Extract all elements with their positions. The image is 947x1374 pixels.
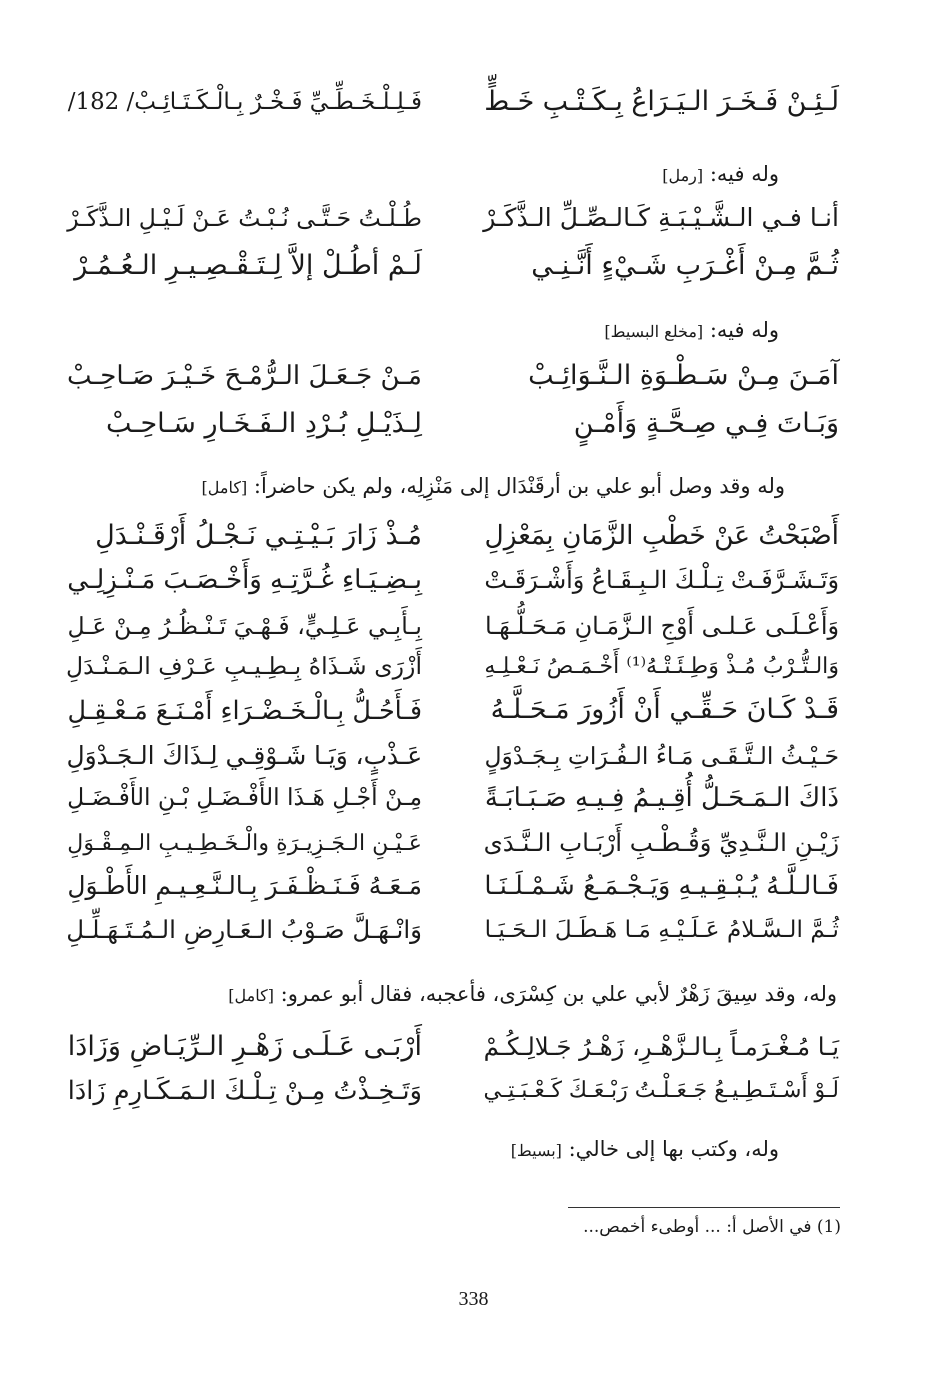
verse-hemistich-right: وَأَعْـلَـى عَـلـى أَوْجِ الـزَّمَـانِ مَـحَـلُّـهَـا (484, 612, 839, 640)
verse-hemistich-right: وَبَـاتَ فِـي صِـحَّـةٍ وَأَمْـنٍ (573, 408, 839, 439)
verse-hemistich-left: عَـيْـنِ الـجَـزِيـرَةِ والْـخَـطِـيـبِ الـمِـقْـوَلِ (67, 830, 422, 856)
verse-hemistich-left: وَتَـخِـذْتُ مِـنْ تِـلْـكَ الـمَـكَـارِمِ زَادَا (67, 1076, 422, 1106)
page-number: 338 (458, 1288, 489, 1310)
intro-text: وله وقد وصل أبو علي بن أرقَنْدَال إلى مَنْزِلِه، ولم يكن حاضراً: (253, 474, 785, 498)
intro-text: وله، وكتب بها إلى خالي: (568, 1137, 779, 1161)
section-intro (202, 471, 785, 503)
meter-label: [رمل] (662, 166, 704, 185)
verse-hemistich-right: يَـا مُـغْـرَمـاً بِـالـزَّهْـرِ، زَهْـرُ جَـلالِـكُـمْ (483, 1032, 839, 1061)
verse-hemistich-left: عَـذْبٍ، وَيَـا شَـوْقِـي لِـذَاكَ الـجَـدْوَلِ (66, 741, 422, 770)
verse-hemistich-right: أَصْبَحْتُ عَنْ خَطْبِ الزَّمَانِ بِمَعْزِلِ (484, 520, 839, 551)
verse-hemistich-right: آمَـنَ مِـنْ سَـطْـوَةِ الـنَّـوَائِـبْ (528, 360, 839, 391)
verse-hemistich-right: ثُـمَّ مِـنْ أَغْـرَبِ شَـيْءٍ أَنَّـنِـي (531, 250, 839, 281)
verse-hemistich-left: مِـنْ أَجْـلِ هَـذَا الأَفْـضَـلِ بْـنِ الأَفْـضَـلِ (67, 784, 422, 811)
section-intro (662, 159, 779, 191)
verse-hemistich-right: ذَاكَ الـمَـحَـلُّ أُقِـيـمُ فِـيـهِ صَـبَـابَـةً (484, 783, 839, 813)
verse-hemistich-right: لَـوْ أَسْـتَـطِـيـعُ جَـعَـلْـتُ رَبْـعَـكَ كَـعْـبَـتِـي (483, 1078, 839, 1103)
verse-hemistich-left: مَـنْ جَـعَـلَ الـرُّمْـحَ خَـيْـرَ صَـاحِـبْ (67, 361, 422, 391)
verse-hemistich-right: أنـا فـي الـشَّـيْـبَـةِ كَـالـصِّـلِّ الـذَّكَـرْ (483, 203, 839, 232)
verse-hemistich-right: وَتَـشَـرَّفَـتْ تِـلْـكَ الـبِـقَـاعُ وَأَشْـرَقَـتْ (484, 566, 839, 594)
verse-hemistich-left: لَـمْ أطُـلْ إلاَّ لِـتَـقْـصِـيـرِ الـعُـمُـرْ (74, 250, 422, 281)
meter-label: [بسيط] (510, 1141, 562, 1160)
meter-label: [مخلع البسيط] (604, 322, 704, 341)
verse-hemistich-left: بِـضِـيَـاءِ غُـرَّتِـهِ وَأَخْـصَـبَ مَـنْـزِلِـي (67, 565, 422, 595)
verse-hemistich-left: لِـذَيْـلِ بُـرْدِ الـفَـخَـارِ سَـاحِـبْ (106, 408, 422, 439)
verse-hemistich-right: ثُـمَّ الـسَّـلامُ عَـلَـيْـهِ مَـا هَـطَـلَ الـحَـيَـا (484, 916, 839, 943)
verse-hemistich-left: فَـأَحُـلُّ بِـالْـخَـضْـرَاءِ أَمْـنَـعَ مَـعْـقِـلِ (67, 695, 422, 725)
verse-hemistich-left: بِـأَبِـي عَـلِـيٍّ، فَـهْـيَ تَـنْـظُـرُ مِـنْ عَـلِ (67, 612, 422, 640)
verse-hemistich-right: حَـيْـثُ الـتَّـقَـى مَـاءُ الـفُـرَاتِ بِـجَـدْوَلٍ (484, 742, 839, 770)
verse-hemistich-left: أَرْبَـى عَـلَـى زَهْـرِ الـرِّيَـاضِ وَزَادَا (67, 1031, 422, 1062)
section-intro (604, 315, 779, 347)
verse-hemistich-left: طُـلْـتُ حَـتَّـى نُـبْـتُ عَـنْ لَـيْـلِ الـذَّكَـرْ (67, 204, 422, 232)
verse-hemistich-right: فَـالـلَّـهُ يُـبْـقِـيـهِ وَيَـجْـمَـعُ شَـمْـلَـنَـا (484, 871, 839, 901)
verse-hemistich-right: زَيْـنِ الـنَّـدِيِّ وَقُـطْـبِ أَرْبَـابِ الـنَّـدَى (483, 828, 839, 857)
intro-text: وله، وقد سِيقَ زَهْرٌ لأبي علي بن كِسْرَى، فأعجبه، فقال أبو عمرو: (280, 982, 837, 1006)
verse-hemistich-right: لَـئِـنْ فَـخَـرَ الـيَـرَاعُ بِـكَـتْـبِ خَـطٍّ (484, 86, 839, 117)
section-intro (511, 1134, 779, 1166)
meter-label: [كامل] (228, 986, 274, 1005)
verse-hemistich-right: وَالـتُّـرْبُ مُـذْ وَطِـئَـتْـهُ⁽¹⁾ أَخْـمَـصُ نَـعْـلِـهِ (484, 653, 839, 679)
footnote-separator (568, 1207, 840, 1208)
footnote: (1) في الأصل أ: ... أوطىء أخمص... (583, 1217, 841, 1237)
verse-hemistich-left: مَـعَـهُ فَـنَـظْـفَـرَ بِـالـنَّـعِـيـمِ الأَطْـوَلِ (67, 871, 422, 900)
verse-hemistich-left: وَانْـهَـلَّ صَـوْبُ الـعَـارِضِ الـمُـتَـهَـلِّـلِ (66, 915, 422, 944)
meter-label: [كامل] (201, 478, 248, 497)
verse-hemistich-left: أَزْرَى شَـذَاهُ بِـطِـيـبِ عَـرْفِ الـمَـنْـدَلِ (66, 652, 422, 680)
section-intro (228, 979, 837, 1011)
intro-text: وله فيه: (709, 162, 779, 186)
verse-hemistich-right: قَـدْ كَـانَ حَـقِّـي أَنْ أَزُورَ مَـحَـلَّـهُ (490, 694, 839, 725)
intro-text: وله فيه: (709, 318, 779, 342)
verse-hemistich-left: مُـذْ زَارَ بَـيْـتِـي نَـجْـلُ أَرْقَـنْـدَلِ (95, 520, 422, 551)
verse-hemistich-left: فَـلِـلْـخَـطِّـيِّ فَـخْـرٌ بِـالْـكَـتَـائِـبْ/ 182/ (67, 89, 422, 115)
